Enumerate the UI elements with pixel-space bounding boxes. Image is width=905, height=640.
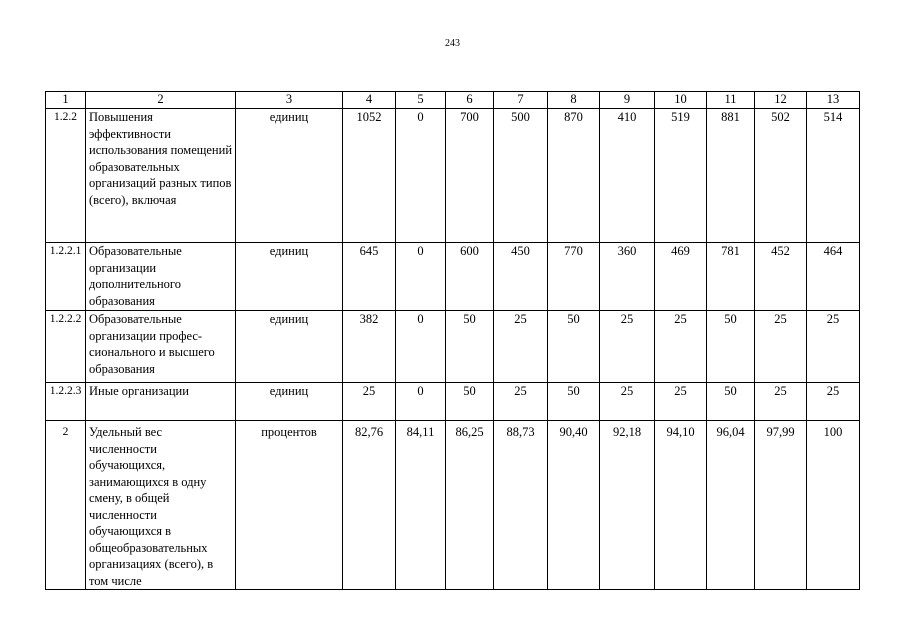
header-cell: 3 [236, 92, 343, 109]
value-cell: 781 [707, 243, 755, 311]
value-cell: 0 [396, 383, 446, 421]
value-cell: 86,25 [446, 421, 494, 590]
value-cell: 0 [396, 243, 446, 311]
value-cell: 90,40 [548, 421, 600, 590]
row-number-cell: 1.2.2.2 [46, 311, 86, 383]
value-cell: 870 [548, 109, 600, 243]
value-cell: 770 [548, 243, 600, 311]
row-name-cell: Иные организации [86, 383, 236, 421]
header-cell: 12 [755, 92, 807, 109]
value-cell: 100 [807, 421, 860, 590]
row-unit-cell: единиц [236, 311, 343, 383]
table-row [46, 383, 860, 421]
value-cell: 25 [494, 383, 548, 421]
table-row [46, 109, 860, 243]
header-cell: 6 [446, 92, 494, 109]
value-cell: 94,10 [655, 421, 707, 590]
value-cell: 88,73 [494, 421, 548, 590]
table-row [46, 421, 860, 590]
row-name-cell: Удельный вес численности обучающихся, занимающихся в одну смену, в общей численности обучающихся в общеобразовательных организациях (всего), в том числе [86, 421, 236, 590]
value-cell: 50 [548, 383, 600, 421]
value-cell: 50 [707, 311, 755, 383]
value-cell: 92,18 [600, 421, 655, 590]
header-cell: 10 [655, 92, 707, 109]
value-cell: 1052 [343, 109, 396, 243]
header-cell: 11 [707, 92, 755, 109]
row-number-cell: 1.2.2.1 [46, 243, 86, 311]
header-cell: 9 [600, 92, 655, 109]
row-name-cell: Образовательные организации профес-сионального и высшего образования [86, 311, 236, 383]
header-cell: 2 [86, 92, 236, 109]
value-cell: 469 [655, 243, 707, 311]
value-cell: 50 [548, 311, 600, 383]
value-cell: 50 [446, 383, 494, 421]
value-cell: 514 [807, 109, 860, 243]
row-unit-cell: процентов [236, 421, 343, 590]
page-number: 243 [445, 38, 460, 49]
value-cell: 600 [446, 243, 494, 311]
row-unit-cell: единиц [236, 109, 343, 243]
header-cell: 5 [396, 92, 446, 109]
value-cell: 360 [600, 243, 655, 311]
table-row [46, 311, 860, 383]
value-cell: 96,04 [707, 421, 755, 590]
value-cell: 700 [446, 109, 494, 243]
row-name-cell: Повышения эффективности использования помещений образовательных организаций разных типов (всего), включая [86, 109, 236, 243]
value-cell: 25 [755, 383, 807, 421]
value-cell: 82,76 [343, 421, 396, 590]
value-cell: 84,11 [396, 421, 446, 590]
value-cell: 25 [655, 311, 707, 383]
header-cell: 13 [807, 92, 860, 109]
value-cell: 645 [343, 243, 396, 311]
data-table [45, 91, 860, 590]
value-cell: 881 [707, 109, 755, 243]
row-unit-cell: единиц [236, 383, 343, 421]
value-cell: 0 [396, 311, 446, 383]
value-cell: 410 [600, 109, 655, 243]
value-cell: 500 [494, 109, 548, 243]
table-header-row [46, 92, 860, 109]
value-cell: 50 [707, 383, 755, 421]
value-cell: 382 [343, 311, 396, 383]
header-cell: 4 [343, 92, 396, 109]
value-cell: 519 [655, 109, 707, 243]
value-cell: 25 [600, 311, 655, 383]
row-name-cell: Образовательные организации дополнительного образования [86, 243, 236, 311]
value-cell: 464 [807, 243, 860, 311]
value-cell: 25 [494, 311, 548, 383]
value-cell: 25 [755, 311, 807, 383]
row-number-cell: 2 [46, 421, 86, 590]
table-row [46, 243, 860, 311]
header-cell: 7 [494, 92, 548, 109]
header-cell: 1 [46, 92, 86, 109]
value-cell: 502 [755, 109, 807, 243]
value-cell: 25 [807, 383, 860, 421]
value-cell: 25 [343, 383, 396, 421]
value-cell: 0 [396, 109, 446, 243]
row-unit-cell: единиц [236, 243, 343, 311]
row-number-cell: 1.2.2.3 [46, 383, 86, 421]
header-cell: 8 [548, 92, 600, 109]
value-cell: 450 [494, 243, 548, 311]
value-cell: 25 [600, 383, 655, 421]
value-cell: 97,99 [755, 421, 807, 590]
value-cell: 50 [446, 311, 494, 383]
value-cell: 25 [807, 311, 860, 383]
value-cell: 25 [655, 383, 707, 421]
row-number-cell: 1.2.2 [46, 109, 86, 243]
value-cell: 452 [755, 243, 807, 311]
